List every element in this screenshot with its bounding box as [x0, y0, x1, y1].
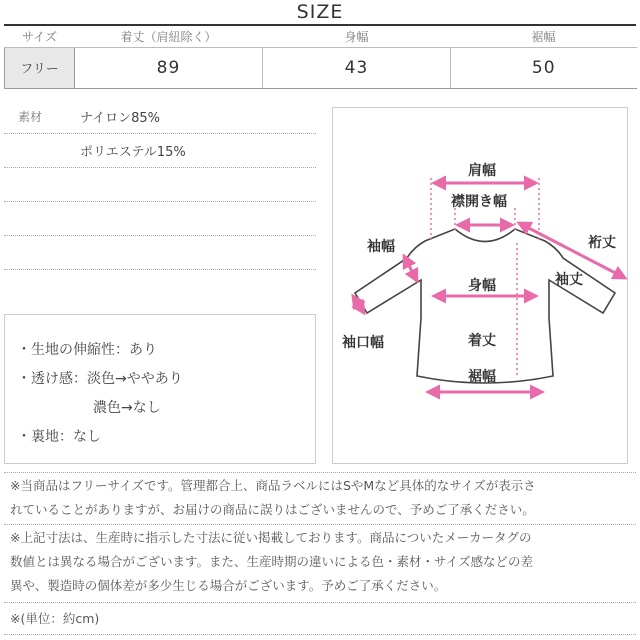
row-label-free: フリー: [5, 47, 75, 88]
notes-divider: [4, 634, 636, 635]
notes-divider: [4, 602, 636, 603]
sleeve-width-arrow: [404, 256, 417, 281]
cell-hem-width: 50: [451, 47, 637, 88]
page-title: SIZE: [296, 1, 344, 23]
size-table-header: [5, 27, 637, 47]
size-table: [4, 27, 637, 89]
measurement-note: [10, 526, 632, 598]
label-cuff-width: 袖口幅: [342, 335, 384, 351]
free-size-note: [10, 474, 632, 522]
material-row-empty: [4, 168, 316, 202]
note-line: ※上記寸法は、生産時に指示した寸法に従い掲載しております。商品についたメーカータグの: [10, 530, 532, 545]
garment-diagram: [332, 107, 628, 464]
lining-property: ・裏地：なし: [17, 429, 101, 445]
label-shoulder-width: 肩幅: [468, 163, 496, 179]
column-header-size: サイズ: [5, 27, 75, 47]
note-line: 異や、製造時の個体差が多少生じる場合がございます。予めご了承ください。: [10, 578, 447, 593]
stretch-property: ・生地の伸縮性：あり: [17, 342, 157, 358]
label-neck-width: 襟開き幅: [451, 194, 507, 210]
material-row-empty: [4, 202, 316, 236]
label-hem-width: 裾幅: [468, 369, 496, 385]
column-header-body-width: 身幅: [263, 27, 451, 47]
label-length: 着丈: [468, 333, 496, 349]
material-row-empty: [4, 236, 316, 270]
material-row: [4, 100, 316, 134]
unit-note: ※(単位：約cm): [10, 611, 100, 626]
note-line: ※当商品はフリーサイズです。管理都合上、商品ラベルにはSやMなど具体的なサイズが表示さ: [10, 478, 536, 493]
material-value: ポリエステル15%: [80, 145, 186, 160]
label-sleeve-length: 袖丈: [555, 272, 583, 288]
label-body-width: 身幅: [468, 278, 496, 294]
fabric-properties-box: [4, 314, 316, 464]
cell-length: 89: [75, 47, 263, 88]
material-value: ナイロン85%: [80, 111, 160, 126]
sheer-property: ・透け感：淡色→ややあり: [17, 371, 183, 387]
sheer-dark-property: 濃色→なし: [93, 400, 161, 416]
title-divider: [4, 24, 636, 26]
material-label: 素材: [18, 110, 43, 124]
column-header-length: 着丈（肩紐除く）: [75, 27, 263, 47]
label-sleeve-width: 袖幅: [367, 239, 395, 255]
column-header-hem-width: 裾幅: [451, 27, 637, 47]
notes-divider: [4, 524, 636, 525]
material-row: [4, 134, 316, 168]
table-row: [5, 47, 637, 88]
label-yuki: 裄丈: [588, 235, 616, 251]
notes-divider: [4, 472, 636, 473]
note-line: 数値とは異なる場合がございます。また、生産時期の違いによる色・素材・サイズ感などの差: [10, 554, 534, 569]
note-line: れていることがありますが、お届けの商品に誤りはございませんので、予めご了承ください。: [10, 502, 535, 517]
cell-body-width: 43: [263, 47, 451, 88]
